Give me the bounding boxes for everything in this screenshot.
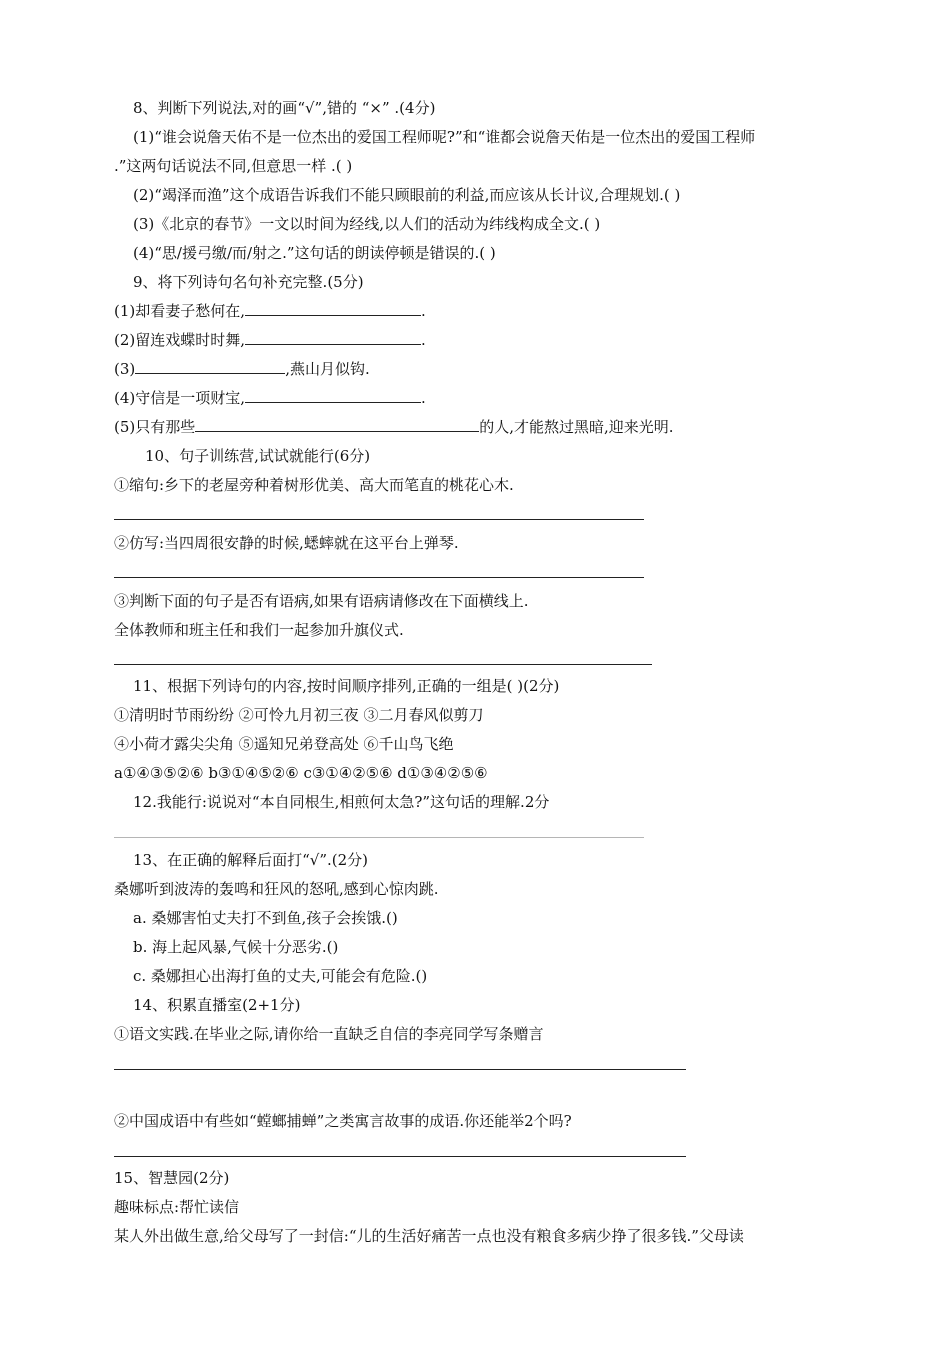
q14-answer-line-2[interactable] [114,1156,686,1157]
q15-title: 15、智慧园(2分) [114,1169,230,1187]
q9-blank-5[interactable] [195,417,479,432]
q13-title: 13、在正确的解释后面打“√”.(2分) [133,851,368,869]
q13-option-c: c. 桑娜担心出海打鱼的丈夫,可能会有危险.() [133,967,428,985]
q8-statement-4: (4)“思/援弓缴/而/射之.”这句话的朗读停顿是错误的.( ) [133,244,496,262]
q9-line-3-suffix: ,燕山月似钩. [285,360,370,378]
q9-blank-4[interactable] [245,388,421,403]
q8-statement-1b: .”这两句话说法不同,但意思一样 .( ) [114,157,353,175]
q9-line-2-suffix: . [421,331,426,349]
q9-line-2 [114,330,426,350]
q8-statement-2: (2)“竭泽而渔”这个成语告诉我们不能只顾眼前的利益,而应该从长计议,合理规划.( ) [133,186,681,204]
q11-options: a①④③⑤②⑥ b③①④⑤②⑥ c③①④②⑤⑥ d①③④②⑤⑥ [114,764,488,782]
q9-line-4-suffix: . [421,389,426,407]
q9-line-2-prefix: (2)留连戏蝶时时舞, [114,331,246,349]
q9-line-1-prefix: (1)却看妻子愁何在, [114,302,246,320]
q12-answer-line[interactable] [114,837,644,838]
q13-option-a: a. 桑娜害怕丈夫打不到鱼,孩子会挨饿.() [133,909,398,927]
q10-answer-line-3[interactable] [114,664,652,665]
q9-line-1-suffix: . [421,302,426,320]
q9-line-5-suffix: 的人,才能熬过黑暗,迎来光明. [479,418,674,436]
q13-context: 桑娜听到波涛的轰鸣和狂风的怒吼,感到心惊肉跳. [114,880,439,898]
q9-line-3-prefix: (3) [114,360,136,378]
q9-blank-1[interactable] [245,301,421,316]
q8-title: 8、判断下列说法,对的画“√”,错的 “×” .(4分) [133,99,436,117]
q12-title: 12.我能行:说说对“本自同根生,相煎何太急?”这句话的理解.2分 [133,793,550,811]
q8-statement-3: (3)《北京的春节》一文以时间为经线,以人们的活动为纬线构成全文.( ) [133,215,601,233]
q9-line-4-prefix: (4)守信是一项财宝, [114,389,246,407]
q9-line-4 [114,388,426,408]
q9-line-3 [114,359,370,379]
q14-item-1: ①语文实践.在毕业之际,请你给一直缺乏自信的李亮同学写条赠言 [114,1025,544,1043]
q11-title: 11、根据下列诗句的内容,按时间顺序排列,正确的一组是( )(2分) [133,677,560,695]
q9-line-5-prefix: (5)只有那些 [114,418,196,436]
q8-statement-1a: (1)“谁会说詹天佑不是一位杰出的爱国工程师呢?”和“谁都会说詹天佑是一位杰出的爱国工程师 [133,128,756,146]
q10-answer-line-1[interactable] [114,519,644,520]
q10-item-2: ②仿写:当四周很安静的时候,蟋蟀就在这平台上弹琴. [114,534,459,552]
q9-line-1 [114,301,426,321]
q10-answer-line-2[interactable] [114,577,644,578]
q15-text: 某人外出做生意,给父母写了一封信:“儿的生活好痛苦一点也没有粮食多病少挣了很多钱.”父母读 [114,1227,744,1245]
q11-poems-row-2: ④小荷才露尖尖角 ⑤遥知兄弟登高处 ⑥千山鸟飞绝 [114,735,454,753]
q13-option-b: b. 海上起风暴,气候十分恶劣.() [133,938,339,956]
q10-item-3: ③判断下面的句子是否有语病,如果有语病请修改在下面横线上. [114,592,529,610]
q9-blank-3[interactable] [135,359,285,374]
q9-title: 9、将下列诗句名句补充完整.(5分) [133,273,364,291]
q10-item-1: ①缩句:乡下的老屋旁种着树形优美、高大而笔直的桃花心木. [114,476,514,494]
q14-answer-line-1[interactable] [114,1069,686,1070]
q11-poems-row-1: ①清明时节雨纷纷 ②可怜九月初三夜 ③二月春风似剪刀 [114,706,484,724]
q14-title: 14、积累直播室(2+1分) [133,996,301,1014]
q10-item-3-sentence: 全体教师和班主任和我们一起参加升旗仪式. [114,621,404,639]
q10-title: 10、句子训练营,试试就能行(6分) [145,447,371,465]
q9-line-5 [114,417,674,437]
q15-subtitle: 趣味标点:帮忙读信 [114,1198,240,1216]
q9-blank-2[interactable] [245,330,421,345]
q14-item-2: ②中国成语中有些如“螳螂捕蝉”之类寓言故事的成语.你还能举2个吗? [114,1112,572,1130]
